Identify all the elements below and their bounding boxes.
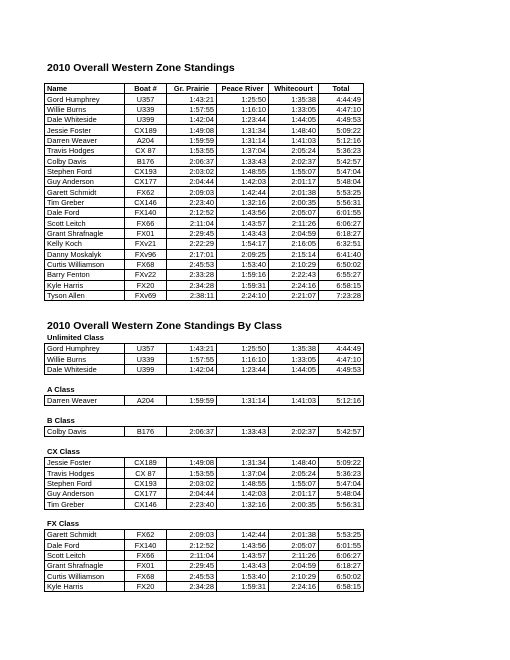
cell-total: 4:47:10 [319,104,364,114]
cell-gr-prairie: 1:42:04 [167,115,217,125]
cell-total: 5:09:22 [319,458,364,468]
cell-peace-river: 1:25:50 [217,94,269,104]
cell-peace-river: 1:59:31 [217,581,269,591]
cell-total: 5:56:31 [319,499,364,509]
cell-gr-prairie: 2:38:11 [167,290,217,300]
table-row [45,280,364,290]
cell-total: 6:58:15 [319,280,364,290]
cell-name: Grant Shrafnagle [45,228,125,238]
cell-total: 4:49:53 [319,115,364,125]
table-row [45,239,364,249]
cell-whitecourt: 2:02:37 [269,427,319,437]
cell-total: 5:47:04 [319,478,364,488]
cell-whitecourt: 2:01:17 [269,177,319,187]
cell-boat: FX140 [125,540,167,550]
cell-whitecourt: 2:15:14 [269,249,319,259]
cell-total: 4:49:53 [319,364,364,374]
table-row [45,571,364,581]
header-name: Name [45,84,125,94]
cell-boat: FX20 [125,581,167,591]
cell-name: Travis Hodges [45,468,125,478]
cell-name: Gord Humphrey [45,94,125,104]
cell-total: 5:12:16 [319,396,364,406]
cell-gr-prairie: 2:03:02 [167,478,217,488]
table-header-row [45,84,364,94]
cell-name: Jessie Foster [45,458,125,468]
table-row [45,104,364,114]
cell-name: Stephen Ford [45,478,125,488]
cell-peace-river: 1:16:10 [217,104,269,114]
cell-whitecourt: 2:01:38 [269,530,319,540]
cell-boat: FX68 [125,259,167,269]
cell-boat: FX140 [125,208,167,218]
cell-peace-river: 1:33:43 [217,427,269,437]
cell-gr-prairie: 2:23:40 [167,499,217,509]
table-row [45,135,364,145]
cell-boat: CX177 [125,177,167,187]
table-row [45,228,364,238]
cell-boat: CX177 [125,489,167,499]
cell-boat: FXv22 [125,270,167,280]
cell-name: Dale Ford [45,540,125,550]
cell-peace-river: 1:59:31 [217,280,269,290]
cell-whitecourt: 1:48:40 [269,458,319,468]
table-row [45,187,364,197]
cell-peace-river: 1:43:56 [217,208,269,218]
cell-whitecourt: 2:22:43 [269,270,319,280]
cell-whitecourt: 2:05:24 [269,146,319,156]
cell-peace-river: 1:43:56 [217,540,269,550]
cell-peace-river: 2:09:25 [217,249,269,259]
cell-total: 6:50:02 [319,259,364,269]
table-row [45,550,364,560]
cell-boat: U339 [125,104,167,114]
cell-total: 5:48:04 [319,177,364,187]
cell-total: 5:09:22 [319,125,364,135]
header-total: Total [319,84,364,94]
cell-gr-prairie: 2:33:28 [167,270,217,280]
class-standings-table [44,395,364,406]
cell-whitecourt: 1:33:05 [269,354,319,364]
table-row [45,354,364,364]
cell-whitecourt: 1:44:05 [269,364,319,374]
header-whitecourt: Whitecourt [269,84,319,94]
cell-gr-prairie: 1:59:59 [167,396,217,406]
cell-total: 5:42:57 [319,427,364,437]
table-row [45,115,364,125]
cell-total: 6:55:27 [319,270,364,280]
cell-boat: B176 [125,427,167,437]
table-row [45,499,364,509]
cell-peace-river: 1:53:40 [217,571,269,581]
cell-name: Darren Weaver [45,396,125,406]
cell-peace-river: 1:48:55 [217,166,269,176]
cell-peace-river: 1:32:16 [217,499,269,509]
cell-whitecourt: 2:21:07 [269,290,319,300]
cell-total: 4:44:49 [319,94,364,104]
class-heading: B Class [47,416,75,425]
cell-total: 5:36:23 [319,146,364,156]
cell-total: 6:01:55 [319,208,364,218]
cell-whitecourt: 2:04:59 [269,228,319,238]
cell-name: Colby Davis [45,427,125,437]
cell-whitecourt: 1:55:07 [269,478,319,488]
cell-gr-prairie: 2:11:04 [167,550,217,560]
cell-peace-river: 1:31:14 [217,135,269,145]
cell-whitecourt: 2:16:05 [269,239,319,249]
table-row [45,156,364,166]
cell-boat: FX01 [125,228,167,238]
cell-whitecourt: 2:02:37 [269,156,319,166]
class-heading: Unlimited Class [47,333,104,342]
cell-name: Stephen Ford [45,166,125,176]
cell-name: Jessie Foster [45,125,125,135]
table-row [45,427,364,437]
cell-boat: U399 [125,115,167,125]
cell-boat: CX189 [125,458,167,468]
cell-boat: CX 87 [125,146,167,156]
cell-peace-river: 1:31:34 [217,125,269,135]
cell-gr-prairie: 1:53:55 [167,146,217,156]
cell-gr-prairie: 1:42:04 [167,364,217,374]
cell-name: Kyle Harris [45,280,125,290]
cell-boat: CX193 [125,166,167,176]
cell-peace-river: 1:42:03 [217,489,269,499]
cell-whitecourt: 2:11:26 [269,218,319,228]
cell-name: Garett Schmidt [45,187,125,197]
cell-name: Dale Whiteside [45,115,125,125]
table-row [45,489,364,499]
cell-peace-river: 1:59:16 [217,270,269,280]
class-heading: CX Class [47,447,80,456]
cell-boat: FX62 [125,530,167,540]
cell-total: 5:48:04 [319,489,364,499]
cell-gr-prairie: 2:09:03 [167,530,217,540]
cell-name: Dale Whiteside [45,364,125,374]
cell-whitecourt: 1:44:05 [269,115,319,125]
cell-name: Willie Burns [45,354,125,364]
cell-total: 5:53:25 [319,187,364,197]
cell-gr-prairie: 1:43:21 [167,94,217,104]
cell-name: Kelly Koch [45,239,125,249]
cell-total: 4:44:49 [319,344,364,354]
cell-boat: FXv69 [125,290,167,300]
header-gr-prairie: Gr. Prairie [167,84,217,94]
cell-whitecourt: 2:04:59 [269,561,319,571]
overall-standings-table [44,83,364,301]
cell-name: Grant Shrafnagle [45,561,125,571]
cell-boat: FX20 [125,280,167,290]
table-row [45,290,364,300]
cell-total: 5:56:31 [319,197,364,207]
cell-whitecourt: 2:05:24 [269,468,319,478]
cell-name: Curtis Williamson [45,571,125,581]
cell-boat: A204 [125,396,167,406]
cell-name: Tyson Allen [45,290,125,300]
cell-name: Travis Hodges [45,146,125,156]
table-row [45,197,364,207]
cell-total: 6:06:27 [319,550,364,560]
cell-peace-river: 1:16:10 [217,354,269,364]
table-row [45,581,364,591]
cell-boat: A204 [125,135,167,145]
cell-gr-prairie: 2:09:03 [167,187,217,197]
table-row [45,530,364,540]
cell-gr-prairie: 2:23:40 [167,197,217,207]
cell-total: 5:36:23 [319,468,364,478]
class-standings-title: 2010 Overall Western Zone Standings By Class [47,320,282,332]
cell-name: Danny Moskalyk [45,249,125,259]
cell-peace-river: 1:43:57 [217,550,269,560]
cell-boat: FX68 [125,571,167,581]
cell-whitecourt: 2:01:17 [269,489,319,499]
cell-boat: FX01 [125,561,167,571]
table-row [45,468,364,478]
cell-boat: CX193 [125,478,167,488]
cell-whitecourt: 2:00:35 [269,499,319,509]
table-row [45,561,364,571]
cell-peace-river: 1:37:04 [217,146,269,156]
cell-whitecourt: 2:10:29 [269,259,319,269]
cell-name: Tim Greber [45,499,125,509]
cell-boat: FXv96 [125,249,167,259]
cell-name: Garett Schmidt [45,530,125,540]
cell-peace-river: 1:42:44 [217,530,269,540]
cell-gr-prairie: 1:43:21 [167,344,217,354]
cell-peace-river: 1:43:43 [217,228,269,238]
cell-gr-prairie: 2:45:53 [167,571,217,581]
table-row [45,177,364,187]
cell-peace-river: 1:31:34 [217,458,269,468]
cell-peace-river: 1:31:14 [217,396,269,406]
cell-boat: CX146 [125,197,167,207]
cell-name: Darren Weaver [45,135,125,145]
cell-name: Scott Leitch [45,550,125,560]
table-row [45,146,364,156]
cell-name: Colby Davis [45,156,125,166]
cell-name: Kyle Harris [45,581,125,591]
cell-total: 5:12:16 [319,135,364,145]
cell-gr-prairie: 2:29:45 [167,228,217,238]
cell-gr-prairie: 2:17:01 [167,249,217,259]
header-peace-river: Peace River [217,84,269,94]
cell-boat: CX146 [125,499,167,509]
cell-total: 6:06:27 [319,218,364,228]
cell-boat: FXv21 [125,239,167,249]
cell-whitecourt: 2:05:07 [269,208,319,218]
cell-whitecourt: 1:55:07 [269,166,319,176]
table-row [45,396,364,406]
cell-total: 6:41:40 [319,249,364,259]
cell-whitecourt: 1:41:03 [269,396,319,406]
table-row [45,458,364,468]
cell-gr-prairie: 2:11:04 [167,218,217,228]
cell-whitecourt: 2:24:16 [269,280,319,290]
cell-total: 7:23:28 [319,290,364,300]
cell-peace-river: 1:23:44 [217,364,269,374]
table-row [45,364,364,374]
cell-peace-river: 1:42:03 [217,177,269,187]
cell-gr-prairie: 2:22:29 [167,239,217,249]
cell-total: 5:42:57 [319,156,364,166]
cell-peace-river: 2:24:10 [217,290,269,300]
table-row [45,125,364,135]
class-heading: A Class [47,385,75,394]
cell-whitecourt: 1:33:05 [269,104,319,114]
cell-boat: FX66 [125,550,167,560]
cell-whitecourt: 1:35:38 [269,344,319,354]
cell-peace-river: 1:25:50 [217,344,269,354]
cell-whitecourt: 2:01:38 [269,187,319,197]
cell-total: 4:47:10 [319,354,364,364]
cell-boat: U357 [125,344,167,354]
cell-gr-prairie: 1:59:59 [167,135,217,145]
cell-peace-river: 1:37:04 [217,468,269,478]
cell-boat: U357 [125,94,167,104]
table-row [45,166,364,176]
cell-gr-prairie: 2:04:44 [167,177,217,187]
cell-gr-prairie: 2:12:52 [167,540,217,550]
table-row [45,259,364,269]
cell-peace-river: 1:48:55 [217,478,269,488]
cell-gr-prairie: 2:12:52 [167,208,217,218]
table-row [45,270,364,280]
cell-gr-prairie: 1:57:55 [167,104,217,114]
table-row [45,94,364,104]
cell-boat: U339 [125,354,167,364]
cell-name: Barry Fenton [45,270,125,280]
cell-total: 6:58:15 [319,581,364,591]
cell-boat: FX62 [125,187,167,197]
cell-boat: B176 [125,156,167,166]
cell-total: 6:01:55 [319,540,364,550]
table-row [45,218,364,228]
cell-gr-prairie: 1:53:55 [167,468,217,478]
cell-name: Curtis Williamson [45,259,125,269]
cell-peace-river: 1:43:57 [217,218,269,228]
cell-gr-prairie: 1:57:55 [167,354,217,364]
cell-name: Gord Humphrey [45,344,125,354]
cell-total: 6:50:02 [319,571,364,581]
cell-whitecourt: 1:35:38 [269,94,319,104]
cell-gr-prairie: 2:34:28 [167,581,217,591]
table-row [45,478,364,488]
table-row [45,208,364,218]
class-standings-table [44,426,364,437]
cell-gr-prairie: 2:34:28 [167,280,217,290]
cell-gr-prairie: 1:49:08 [167,125,217,135]
cell-whitecourt: 2:11:26 [269,550,319,560]
cell-name: Tim Greber [45,197,125,207]
cell-peace-river: 1:32:16 [217,197,269,207]
overall-standings-title: 2010 Overall Western Zone Standings [47,62,235,74]
cell-boat: CX 87 [125,468,167,478]
cell-gr-prairie: 2:45:53 [167,259,217,269]
cell-gr-prairie: 2:29:45 [167,561,217,571]
cell-gr-prairie: 2:04:44 [167,489,217,499]
cell-boat: FX66 [125,218,167,228]
cell-total: 5:47:04 [319,166,364,176]
cell-peace-river: 1:33:43 [217,156,269,166]
cell-gr-prairie: 2:06:37 [167,156,217,166]
class-standings-table [44,457,364,510]
cell-total: 5:53:25 [319,530,364,540]
table-row [45,249,364,259]
cell-peace-river: 1:23:44 [217,115,269,125]
cell-name: Willie Burns [45,104,125,114]
cell-gr-prairie: 1:49:08 [167,458,217,468]
cell-whitecourt: 1:48:40 [269,125,319,135]
cell-boat: CX189 [125,125,167,135]
cell-boat: U399 [125,364,167,374]
cell-name: Guy Anderson [45,489,125,499]
cell-peace-river: 1:42:44 [217,187,269,197]
cell-name: Dale Ford [45,208,125,218]
header-boat: Boat # [125,84,167,94]
cell-whitecourt: 1:41:03 [269,135,319,145]
table-row [45,344,364,354]
cell-whitecourt: 2:00:35 [269,197,319,207]
cell-whitecourt: 2:05:07 [269,540,319,550]
class-heading: FX Class [47,519,80,528]
cell-total: 6:18:27 [319,561,364,571]
cell-whitecourt: 2:10:29 [269,571,319,581]
cell-name: Scott Leitch [45,218,125,228]
cell-total: 6:18:27 [319,228,364,238]
cell-peace-river: 1:43:43 [217,561,269,571]
class-standings-table [44,343,364,375]
cell-peace-river: 1:54:17 [217,239,269,249]
class-standings-table [44,529,364,592]
table-row [45,540,364,550]
cell-name: Guy Anderson [45,177,125,187]
cell-whitecourt: 2:24:16 [269,581,319,591]
cell-gr-prairie: 2:03:02 [167,166,217,176]
cell-gr-prairie: 2:06:37 [167,427,217,437]
cell-peace-river: 1:53:40 [217,259,269,269]
cell-total: 6:32:51 [319,239,364,249]
